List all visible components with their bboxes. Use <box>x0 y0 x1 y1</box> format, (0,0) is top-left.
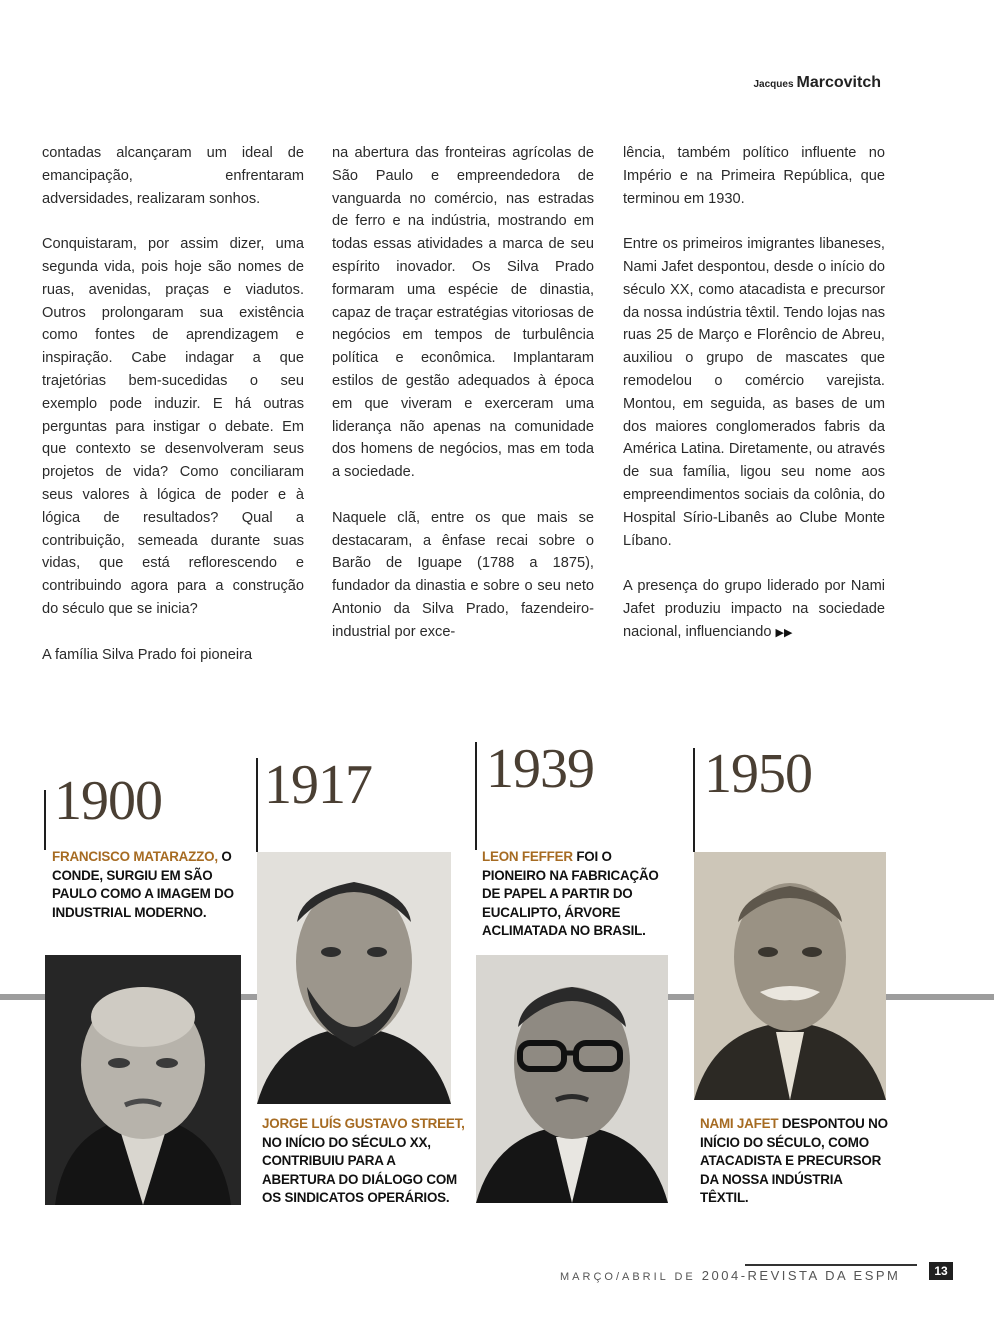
timeline-year-1950: 1950 <box>704 743 812 805</box>
timeline-marker <box>693 748 695 852</box>
person-name: FRANCISCO MATARAZZO, <box>52 849 218 864</box>
paragraph: na abertura das fronteiras agrícolas de São Paulo e empreendedora de vanguarda no comércio, nas estradas de ferro e na indústria, mostrando em todas essas atividades a marca de seu espírito inovador. Os Silva Prado formaram uma espécie de dinastia, capaz de traçar estratégias vitoriosas de negócios em tempos de turbulência política e econômica. Implantaram estilos de gestão adequados à época em que viveram e exerceram uma liderança não apenas na comunidade dos homens de negócios, mas em toda a sociedade. <box>332 145 595 481</box>
timeline-rule <box>0 994 45 1000</box>
timeline-year-1917: 1917 <box>264 754 372 816</box>
timeline-rule <box>886 994 994 1000</box>
portrait-matarazzo <box>45 955 241 1205</box>
footer-rule <box>745 1264 917 1266</box>
paragraph: A família Silva Prado foi pioneira <box>42 646 253 663</box>
caption-text: NO INÍCIO DO SÉCULO XX, CONTRIBUIU PARA A ABERTURA DO DIÁLOGO COM OS SINDICATOS OPERÁRIOS. <box>262 1134 458 1206</box>
page-number: 13 <box>929 1262 953 1280</box>
text-column-1 <box>42 142 304 689</box>
paragraph-text: A presença do grupo liderado por Nami Jafet produziu impacto na sociedade nacional, influenciando <box>623 578 885 640</box>
paragraph: Conquistaram, por assim dizer, uma segunda vida, pois hoje são nomes de ruas, avenidas, praças e viadutos. Outros prolongaram sua existência como fontes de aprendizagem e inspiração. Cabe indagar a que trajetórias bem-sucedidas o seu exemplo pode induzir. E há outras perguntas para instigar o debate. Em que contexto se desenvolveram seus projetos de vida? Como conciliaram seus valores à lógica de poder e à lógica de resultados? Qual a contribuição, semeada durante suas vidas, que está reflorescendo e contribuindo agora para a construção do século que se inicia? <box>42 236 304 617</box>
caption-text: O CONDE, SURGIU EM SÃO PAULO COMO A IMAGEM DO INDUSTRIAL MODERNO. <box>52 849 234 920</box>
timeline-rule <box>668 994 696 1000</box>
paragraph: contadas alcançaram um ideal de emancipação, enfrentaram adversidades, realizaram sonhos. <box>42 145 304 207</box>
person-name: LEON FEFFER <box>482 849 573 864</box>
author-last-name: Marcovitch <box>796 74 881 91</box>
portrait-feffer <box>476 955 668 1203</box>
timeline-caption-1950 <box>700 1115 890 1208</box>
paragraph: Entre os primeiros imigrantes libaneses, Nami Jafet despontou, desde o início do século XX, como atacadista e precursor da nossa indústria têxtil. Tendo lojas nas ruas 25 de Março e Florêncio de Abreu, auxiliou o grupo de mascates que remodelou o comércio varejista. Montou, em seguida, as bases de um dos maiores conglomerados fabris da América Latina. Diretamente, ou através de sua família, ligou seu nome aos empreendimentos sociais da colônia, do Hospital Sírio-Libanês ao Clube Monte Líbano. <box>623 236 885 549</box>
paragraph <box>623 575 885 644</box>
paragraph: Naquele clã, entre os que mais se destacaram, a ênfase recai sobre o Barão de Iguape (1788 a 1875), fundador da dinastia e sobre o seu neto Antonio da Silva Prado, fazendeiro-industrial por exce- <box>332 509 594 640</box>
person-name: JORGE LUÍS GUSTAVO STREET, <box>262 1116 465 1131</box>
continue-arrow-icon: ▶▶ <box>775 626 793 639</box>
footer-issue <box>560 1268 900 1283</box>
author-name <box>754 74 882 92</box>
person-name: NAMI JAFET <box>700 1116 779 1131</box>
timeline-caption-1900 <box>52 848 242 922</box>
timeline-caption-1939 <box>482 848 672 941</box>
caption-text: DESPONTOU NO INÍCIO DO SÉCULO, COMO ATACADISTA E PRECURSOR DA NOSSA INDÚSTRIA TÊXTIL. <box>700 1116 888 1206</box>
timeline-caption-1917 <box>262 1115 467 1208</box>
timeline-rule <box>240 994 258 1000</box>
timeline-year-1900: 1900 <box>54 770 162 832</box>
footer-issue-date: MARÇO/ABRIL DE <box>560 1271 702 1283</box>
paragraph: lência, também político influente no Império e na Primeira República, que terminou em 1930. <box>623 145 885 207</box>
timeline-marker <box>256 758 258 852</box>
text-column-3 <box>623 142 885 645</box>
author-first-name: Jacques <box>753 79 794 90</box>
caption-text: FOI O PIONEIRO NA FABRICAÇÃO DE PAPEL A PARTIR DO EUCALIPTO, ÁRVORE ACLIMATADA NO BRASIL. <box>482 849 659 939</box>
portrait-jafet <box>694 852 886 1100</box>
portrait-street <box>257 852 451 1104</box>
footer-publication: 2004-REVISTA DA ESPM <box>701 1268 901 1283</box>
text-column-2 <box>332 142 594 666</box>
timeline-marker <box>44 790 46 850</box>
timeline-year-1939: 1939 <box>486 738 594 800</box>
timeline-marker <box>475 742 477 850</box>
